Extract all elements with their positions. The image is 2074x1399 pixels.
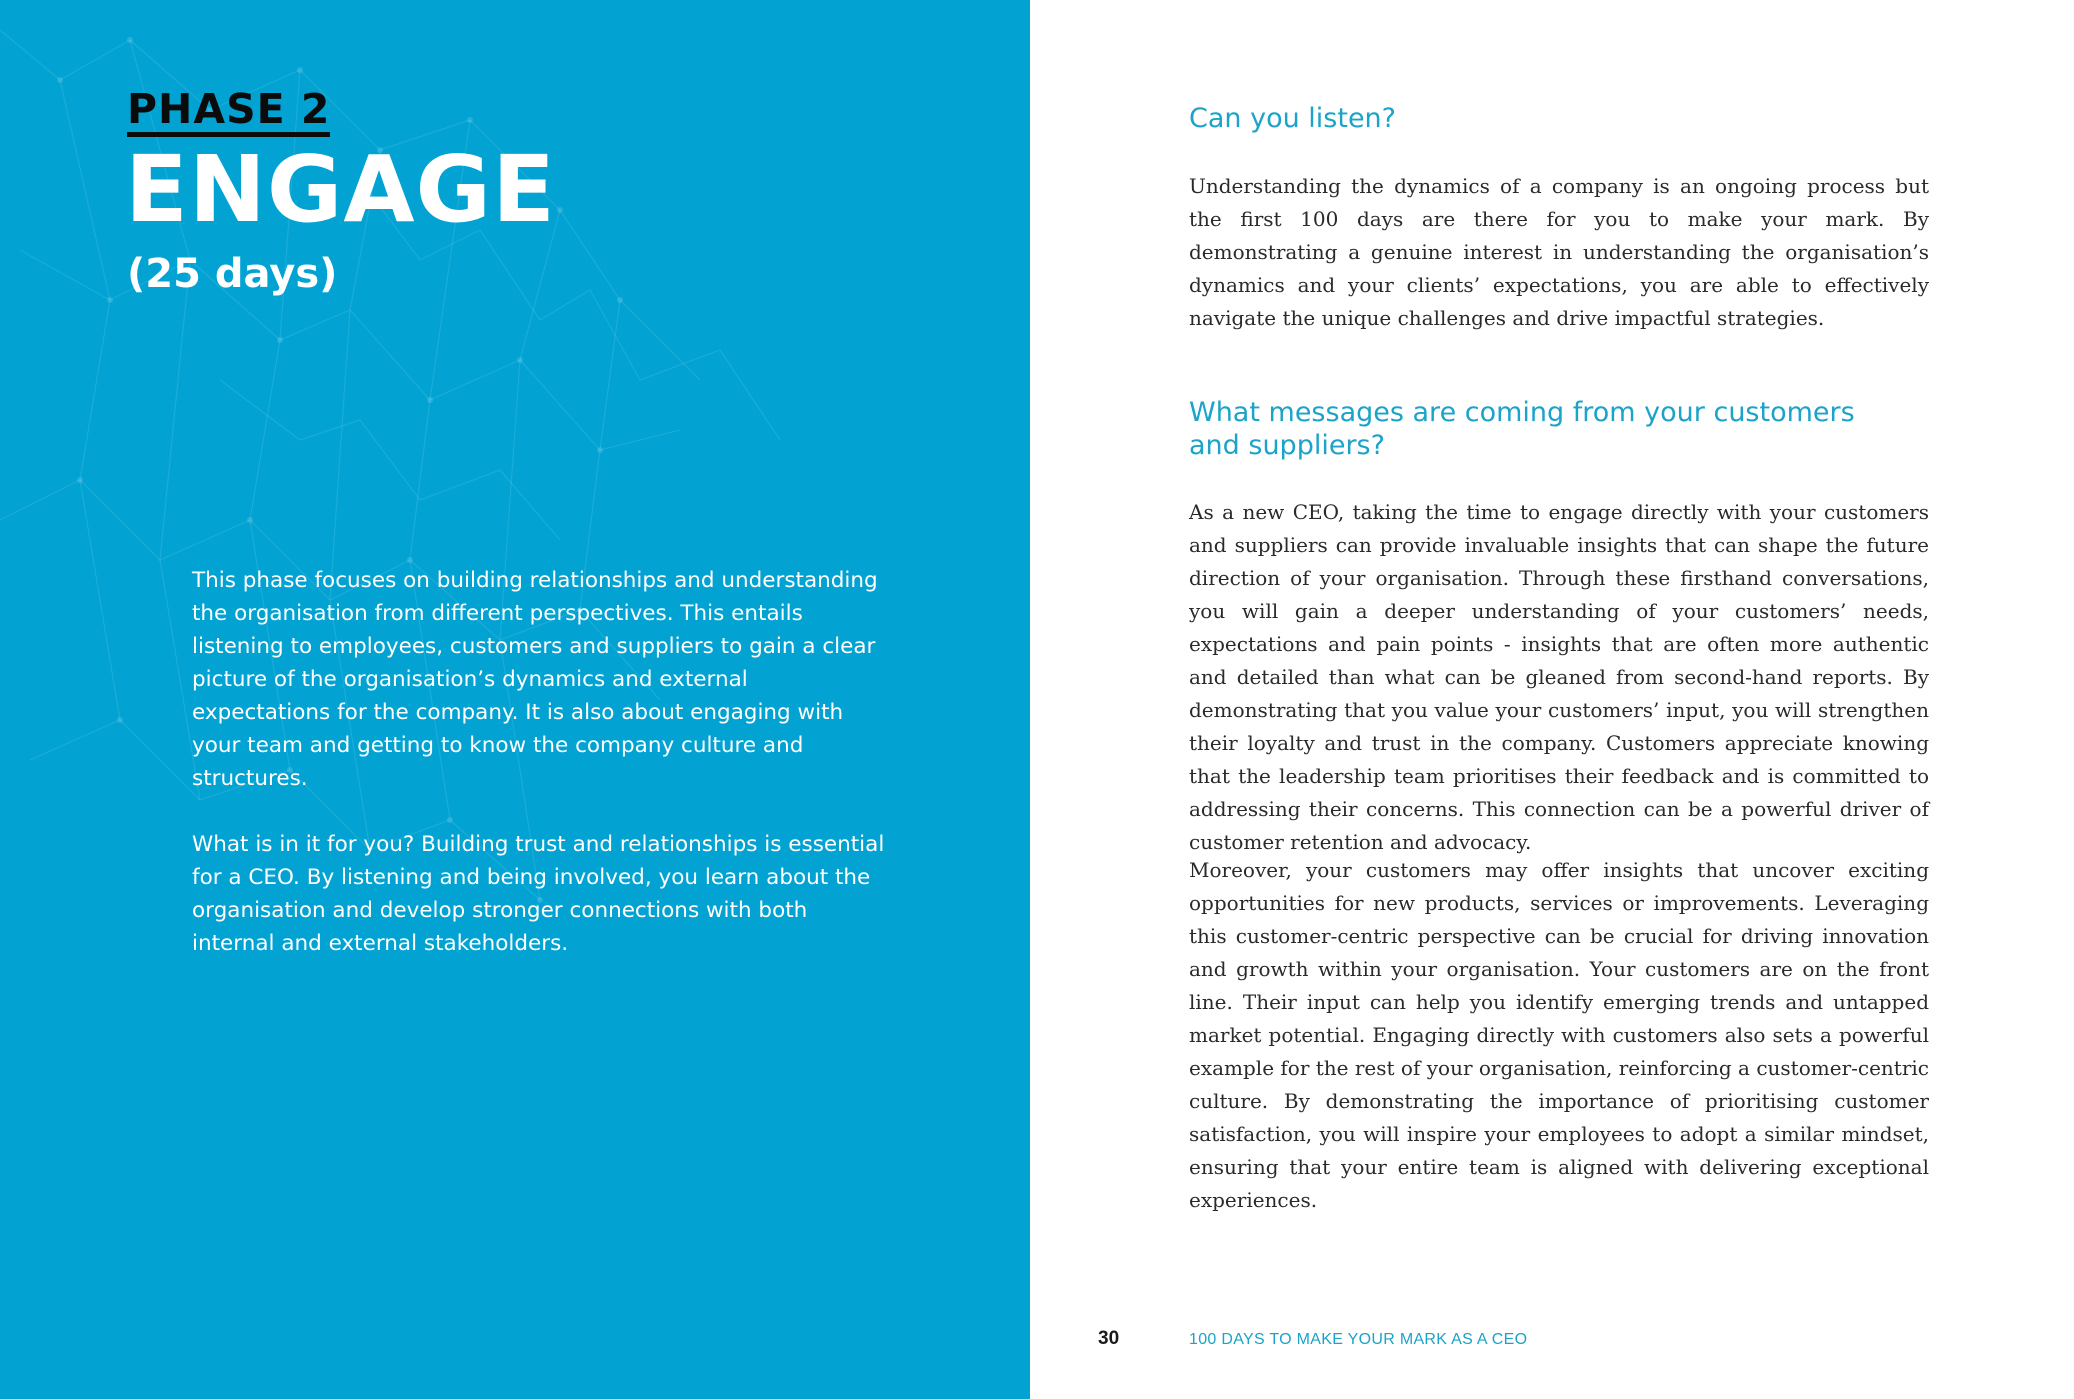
section-heading: Can you listen? (1189, 103, 1396, 134)
page-title: ENGAGE (125, 136, 556, 243)
right-page (1030, 0, 2074, 1399)
running-head: 100 DAYS TO MAKE YOUR MARK AS A CEO (1189, 1331, 1528, 1348)
intro-text (192, 564, 892, 993)
phase-duration: (25 days) (127, 251, 338, 297)
page-number: 30 (1098, 1328, 1120, 1349)
body-paragraph: As a new CEO, taking the time to engage directly with your customers and suppliers can provide invaluable insights that can shape the future direction of your organisation. Through these firsthand conversations, you will gain a deeper understanding of your customers’ needs, expectations and pain points - insights that are often more authentic and detailed than what can be gleaned from second-hand reports. By demonstrating that you value your customers’ input, you will strengthen their loyalty and trust in the company. Customers appreciate knowing that the leadership team prioritises their feedback and is committed to addressing their concerns. This connection can be a powerful driver of customer retention and advocacy. (1189, 500, 1929, 854)
left-page (0, 0, 1030, 1399)
phase-label: PHASE 2 (127, 88, 330, 137)
section-heading-line: What messages are coming from your customers (1189, 397, 1855, 428)
intro-paragraph: What is in it for you? Building trust and relationships is essential for a CEO. By listening and being involved, you learn about the organisation and develop stronger connections with both internal and external stakeholders. (192, 832, 885, 956)
body-paragraph: Understanding the dynamics of a company is an ongoing process but the first 100 days are there for you to make your mark. By demonstrating a genuine interest in understanding the organisation’s dynamics and your clients’ expectations, you are able to effectively navigate the unique challenges and drive impactful strategies. (1189, 174, 1929, 330)
section-heading-line: and suppliers? (1189, 430, 1385, 461)
body-paragraph: Moreover, your customers may offer insights that uncover exciting opportunities for new products, services or improvements. Leveraging this customer-centric perspective can be crucial for driving innovation and growth within your organisation. Your customers are on the front line. Their input can help you identify emerging trends and untapped market potential. Engaging directly with customers also sets a powerful example for the rest of your organisation, reinforcing a customer-centric culture. By demonstrating the importance of prioritising customer satisfaction, you will inspire your employees to adopt a similar mindset, ensuring that your entire team is aligned with delivering exceptional experiences. (1189, 858, 1929, 1212)
intro-paragraph: This phase focuses on building relationships and understanding the organisation from different perspectives. This entails listening to employees, customers and suppliers to gain a clear picture of the organisation’s dynamics and external expectations for the company. It is also about engaging with your team and getting to know the company culture and structures. (192, 568, 878, 791)
section-heading (1189, 396, 1909, 462)
